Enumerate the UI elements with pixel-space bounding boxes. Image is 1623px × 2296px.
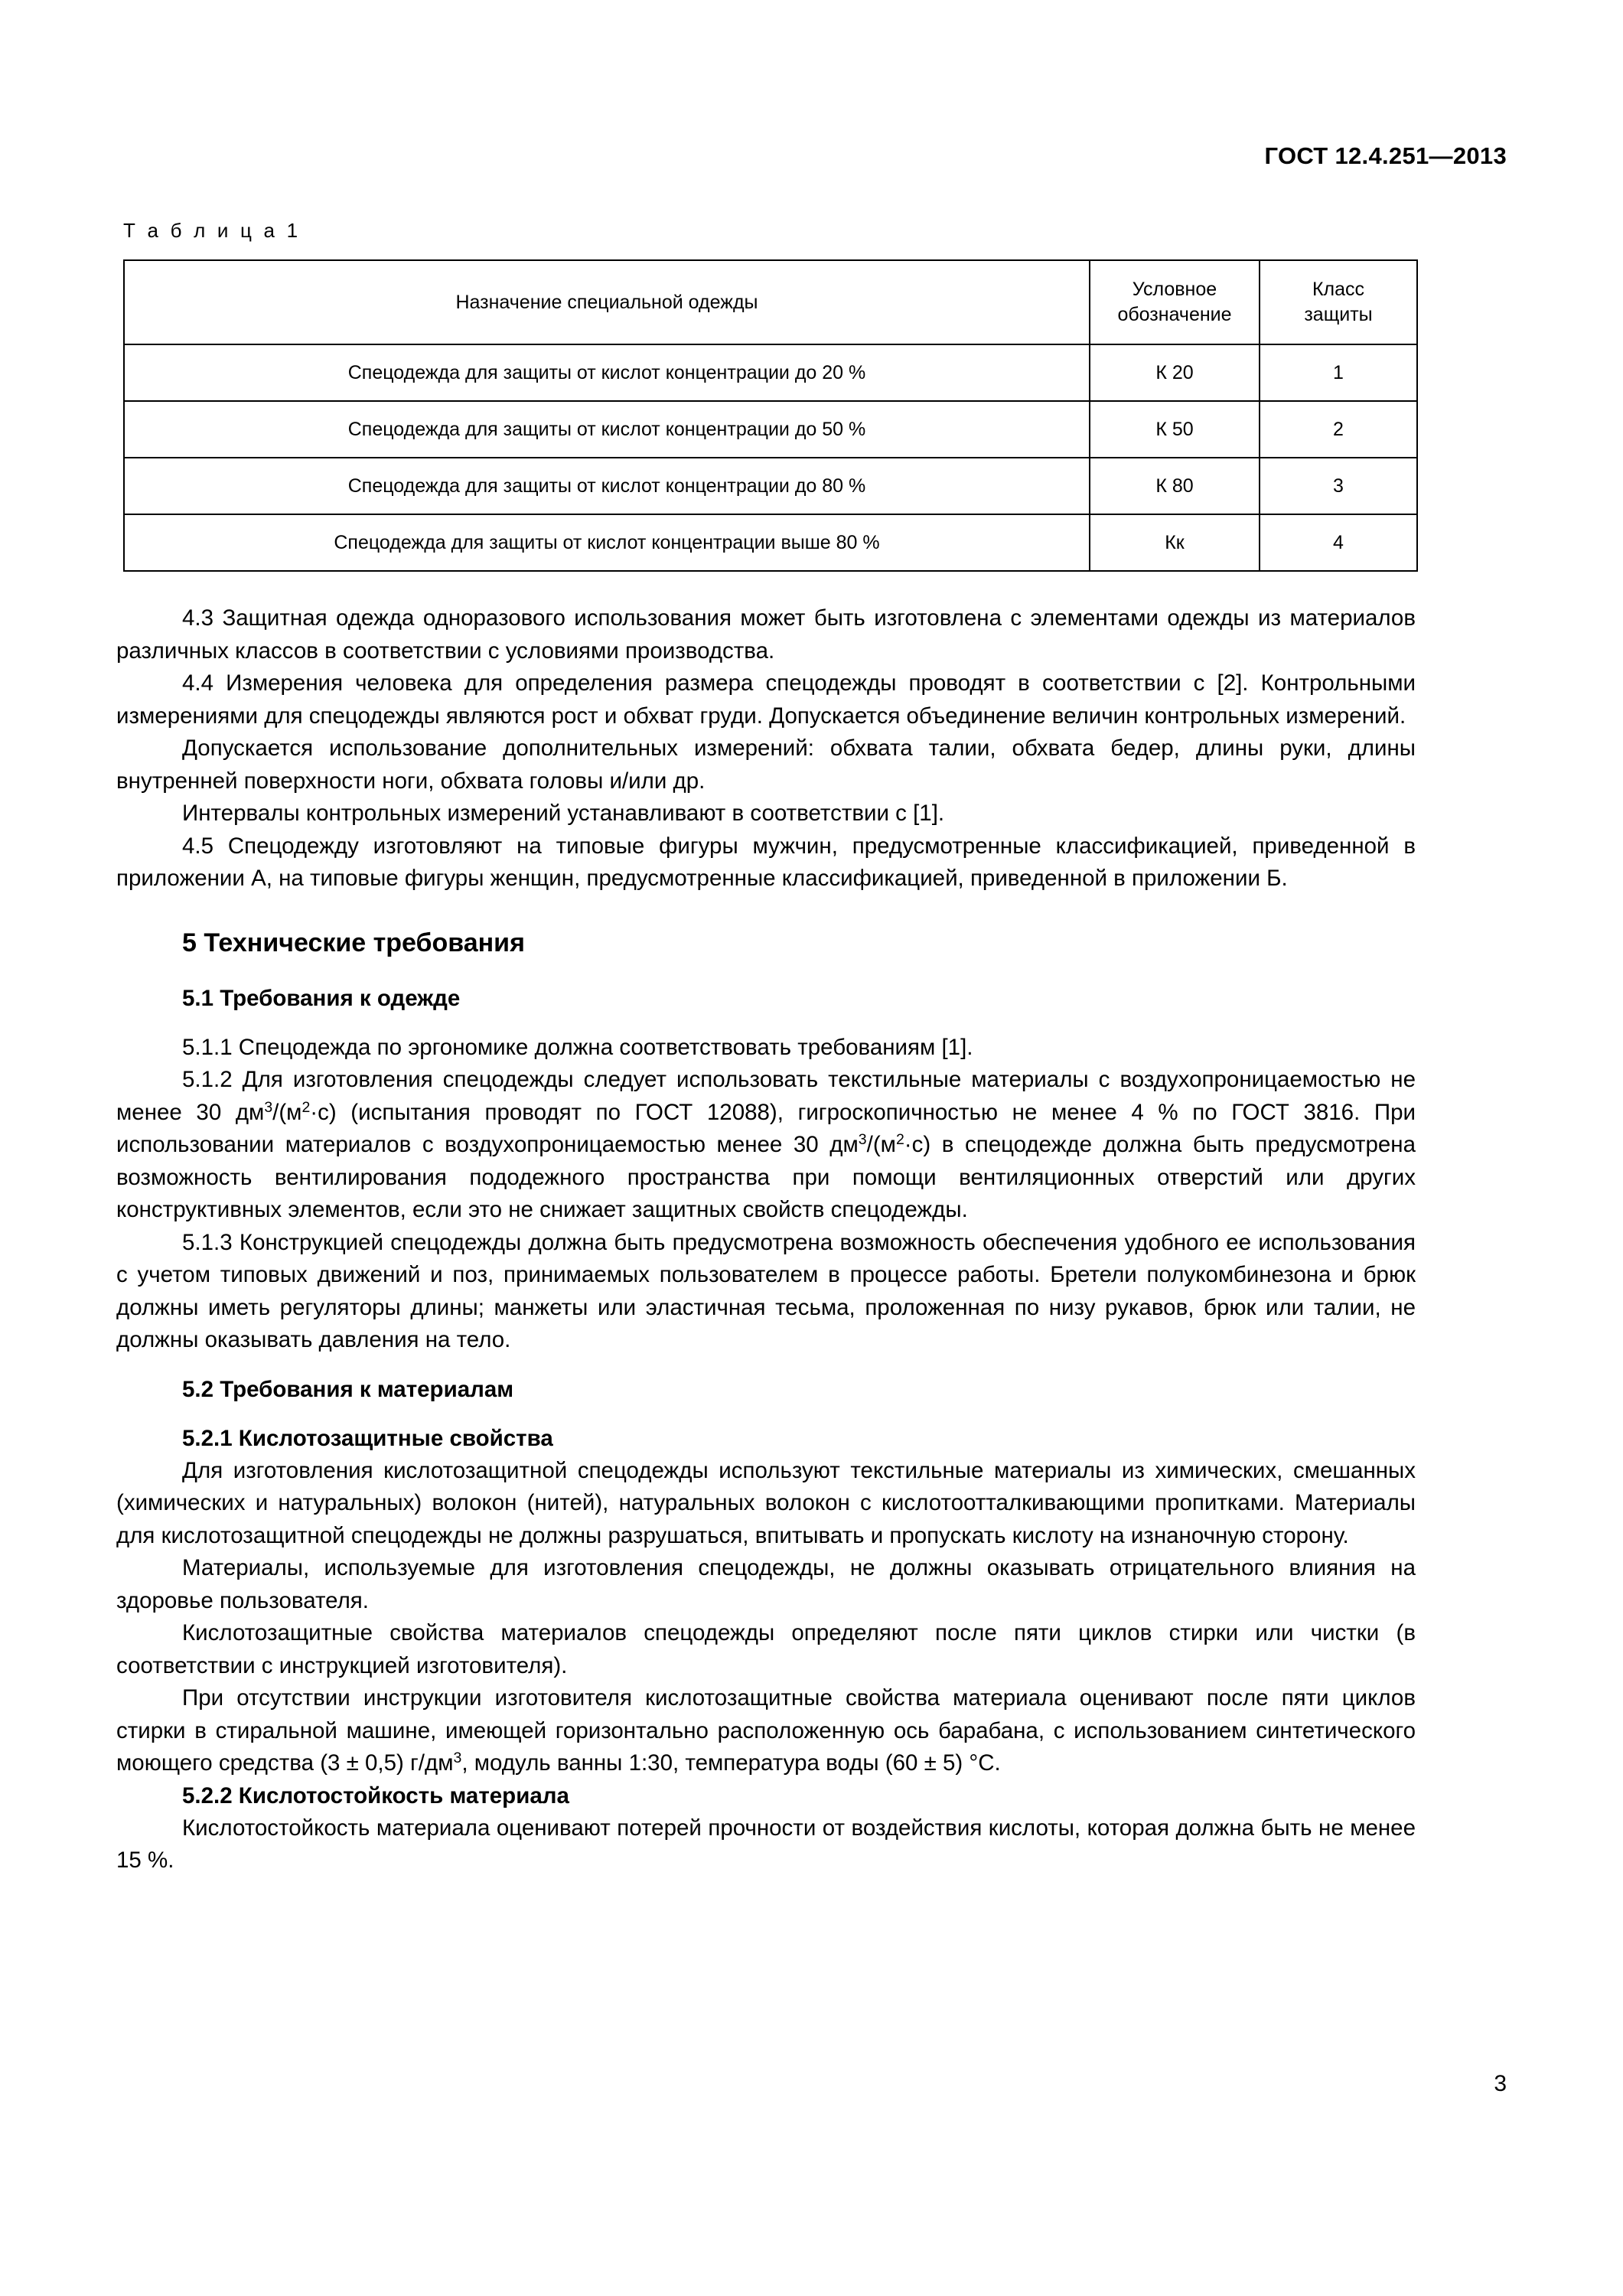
paragraph-4-3: 4.3 Защитная одежда одноразового использования может быть изготовлена с элементами одежды из материалов различных классов в соответствии с условиями производства. xyxy=(116,605,1416,664)
paragraph-4-4-intervals: Интервалы контрольных измерений устанавливают в соответствии с [1]. xyxy=(182,801,945,826)
section-heading-5-1: 5.1 Требования к одежде xyxy=(182,985,461,1011)
paragraph-5-1-2 xyxy=(116,1064,1416,1227)
table-body xyxy=(124,344,1417,571)
spacer xyxy=(116,1357,1416,1374)
column-header-class-line1: Класс xyxy=(1312,279,1365,300)
section-heading-5-2: 5.2 Требования к материалам xyxy=(182,1376,514,1402)
cell-purpose: Спецодежда для защиты от кислот концентрации до 80 % xyxy=(124,458,1090,514)
paragraph-5-2-1-health: Материалы, используемые для изготовления спецодежды, не должны оказывать отрицательного влияния на здоровье пользователя. xyxy=(116,1555,1416,1613)
cell-code: К 50 xyxy=(1090,401,1260,458)
running-header-standard-number: ГОСТ 12.4.251—2013 xyxy=(1264,142,1507,169)
paragraph-5-1-2-part-e: ·с) в спецодежде должна быть предусмотрена возможность вентилирования пододежного пространства при помощи вентиляционных отверстий или других конструктивных элементов, если это не снижает защитных свойств спецодежды. xyxy=(116,1132,1416,1222)
column-header-code xyxy=(1090,260,1260,344)
paragraph-4-4-additional: Допускается использование дополнительных измерений: обхвата талии, обхвата бедер, длины руки, длины внутренней поверхности ноги, обхвата головы и/или др. xyxy=(116,735,1416,794)
paragraph-5-2-1-cycles: Кислотозащитные свойства материалов спецодежды определяют после пяти циклов стирки или чистки (в соответствии с инструкцией изготовителя). xyxy=(116,1620,1416,1678)
cell-class: 2 xyxy=(1260,401,1417,458)
column-header-code-line2: обозначение xyxy=(1117,304,1232,325)
spacer xyxy=(116,895,1416,926)
paragraph-5-2-1-washing-part-b: , модуль ванны 1:30, температура воды (60 ± 5) °С. xyxy=(461,1750,1001,1776)
paragraph-5-1-3: 5.1.3 Конструкцией спецодежды должна быть предусмотрена возможность обеспечения удобного ее использования с учетом типовых движений и поз, принимаемых пользователем в процессе работы. Бретели полукомбинезона и брюк должны иметь регуляторы длины; манжеты или эластичная тесьма, проложенная по низу рукавов, брюк или талии, не должны оказывать давления на тело. xyxy=(116,1229,1416,1352)
superscript-cubic: 3 xyxy=(858,1130,867,1148)
section-heading-5: 5 Технические требования xyxy=(182,928,525,957)
table-row xyxy=(124,514,1417,571)
page-number: 3 xyxy=(1494,2071,1507,2096)
superscript-cubic: 3 xyxy=(264,1098,273,1116)
paragraph-5-1-2-part-c: ·с) (испытания проводят по ГОСТ 12088), гигроскопичностью не менее 4 % по ГОСТ 3816. При использовании материалов с воздухопроницаемостью менее 30 дм xyxy=(116,1099,1416,1157)
table-caption: Т а б л и ц а 1 xyxy=(123,219,301,242)
cell-purpose: Спецодежда для защиты от кислот концентрации до 50 % xyxy=(124,401,1090,458)
table-row xyxy=(124,344,1417,401)
cell-purpose: Спецодежда для защиты от кислот концентрации выше 80 % xyxy=(124,514,1090,571)
column-header-class xyxy=(1260,260,1417,344)
classification-table xyxy=(123,259,1418,572)
paragraph-5-2-1-washing xyxy=(116,1682,1416,1780)
table-row xyxy=(124,458,1417,514)
table-row xyxy=(124,401,1417,458)
paragraph-4-5: 4.5 Спецодежду изготовляют на типовые фигуры мужчин, предусмотренные классификацией, приведенной в приложении А, на типовые фигуры женщин, предусмотренные классификацией, приведенной в приложении Б. xyxy=(116,833,1416,891)
cell-code: К 20 xyxy=(1090,344,1260,401)
column-header-class-line2: защиты xyxy=(1304,304,1373,325)
paragraph-5-1-2-part-d: /(м xyxy=(866,1132,896,1157)
paragraph-5-1-2-part-a: 5.1.2 Для изготовления спецодежды следует использовать текстильные материалы с воздухопроницаемостью не менее 30 дм xyxy=(116,1067,1416,1125)
paragraph-5-2-1-washing-part-a: При отсутствии инструкции изготовителя кислотозащитные свойства материала оценивают после пяти циклов стирки в стиральной машине, имеющей горизонтально расположенную ось барабана, с использованием синтетического моющего средства (3 ± 0,5) г/дм xyxy=(116,1685,1416,1776)
paragraph-5-1-2-part-b: /(м xyxy=(272,1099,302,1125)
table-header-row xyxy=(124,260,1417,344)
page-content xyxy=(116,219,1416,1877)
column-header-code-line1: Условное xyxy=(1132,279,1217,300)
cell-class: 1 xyxy=(1260,344,1417,401)
section-heading-5-2-1: 5.2.1 Кислотозащитные свойства xyxy=(182,1425,553,1451)
superscript-square: 2 xyxy=(895,1130,904,1148)
paragraph-5-1-1: 5.1.1 Спецодежда по эргономике должна соответствовать требованиям [1]. xyxy=(182,1034,973,1060)
superscript-square: 2 xyxy=(301,1098,311,1116)
cell-code: К 80 xyxy=(1090,458,1260,514)
paragraph-4-4: 4.4 Измерения человека для определения размера спецодежды проводят в соответствии с [2]. Контрольными измерениями для спецодежды являются рост и обхват груди. Допускается объединение величин контрольных измерений. xyxy=(116,670,1416,729)
cell-code: Кк xyxy=(1090,514,1260,571)
spacer xyxy=(116,1015,1416,1032)
superscript-cubic: 3 xyxy=(453,1749,462,1766)
paragraph-5-2-1-materials: Для изготовления кислотозащитной спецодежды используют текстильные материалы из химических, смешанных (химических и натуральных) волокон (нитей), натуральных волокон с кислотоотталкивающими пропитками. Материалы для кислотозащитной спецодежды не должны разрушаться, впитывать и пропускать кислоту на изнаночную сторону. xyxy=(116,1457,1416,1548)
spacer xyxy=(116,1406,1416,1423)
spacer xyxy=(116,572,1416,602)
column-header-purpose: Назначение специальной одежды xyxy=(124,260,1090,344)
cell-purpose: Спецодежда для защиты от кислот концентрации до 20 % xyxy=(124,344,1090,401)
spacer xyxy=(116,960,1416,983)
paragraph-5-2-2: Кислотостойкость материала оценивают потерей прочности от воздействия кислоты, которая должна быть не менее 15 %. xyxy=(116,1815,1416,1873)
section-heading-5-2-2: 5.2.2 Кислотостойкость материала xyxy=(182,1782,569,1808)
table-head xyxy=(124,260,1417,344)
cell-class: 3 xyxy=(1260,458,1417,514)
cell-class: 4 xyxy=(1260,514,1417,571)
